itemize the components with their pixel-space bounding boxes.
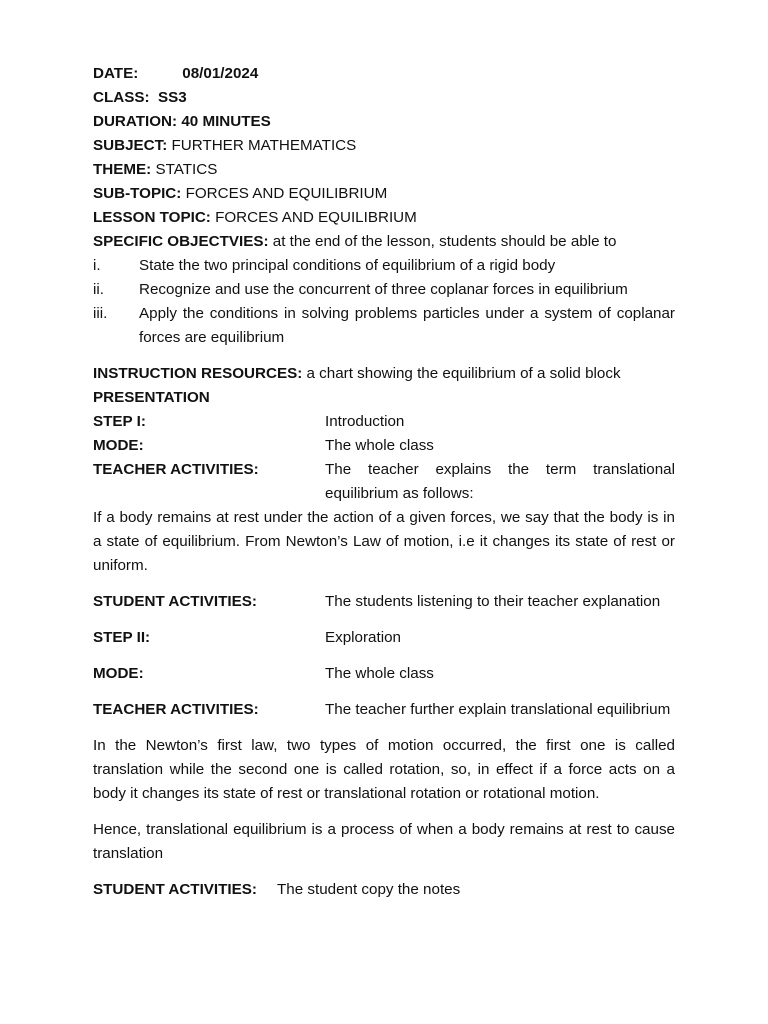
theme-label: THEME: <box>93 161 152 178</box>
step1-mode-value: The whole class <box>325 437 434 454</box>
date-value: 08/01/2024 <box>182 65 259 82</box>
step2-value: Exploration <box>325 629 401 646</box>
theme-row <box>93 158 675 182</box>
subtopic-label: SUB-TOPIC: <box>93 185 182 202</box>
step2-student-value: The student copy the notes <box>276 881 461 898</box>
step2-teacher-row <box>93 698 675 722</box>
step2-row <box>93 626 675 650</box>
step1-row <box>93 410 675 434</box>
lesson-topic-label: LESSON TOPIC: <box>93 209 211 226</box>
step1-student-label: STUDENT ACTIVITIES: <box>93 593 257 610</box>
list-text: State the two principal conditions of equilibrium of a rigid body <box>139 257 556 274</box>
subtopic-row <box>93 182 675 206</box>
class-label: CLASS: <box>93 89 150 106</box>
step1-teacher-value: The teacher explains the term translational equilibrium as follows: <box>325 461 675 502</box>
class-value: SS3 <box>157 89 187 106</box>
duration-value: 40 MINUTES <box>181 113 271 130</box>
list-item <box>93 254 675 278</box>
list-text: Apply the conditions in solving problems particles under a system of coplanar forces are equilibrium <box>139 305 675 346</box>
step1-student-row <box>93 590 675 614</box>
step1-mode-label: MODE: <box>93 437 144 454</box>
list-number: i. <box>93 257 101 274</box>
step1-paragraph: If a body remains at rest under the action of a given forces, we say that the body is in a state of equilibrium. From Newton’s Law of motion, i.e it changes its state of rest or uniform. <box>93 509 675 574</box>
lesson-topic-row <box>93 206 675 230</box>
lesson-topic-value: FORCES AND EQUILIBRIUM <box>215 209 417 226</box>
presentation-heading: PRESENTATION <box>93 389 210 406</box>
step2-paragraph-1: In the Newton’s first law, two types of motion occurred, the first one is called translation while the second one is called rotation, so, in effect if a force acts on a body it changes its state of rest or translational rotation or rotational motion. <box>93 737 675 802</box>
subject-value: FURTHER MATHEMATICS <box>171 137 357 154</box>
duration-row <box>93 110 675 134</box>
objectives-label: SPECIFIC OBJECTVIES: <box>93 233 269 250</box>
resources-value: a chart showing the equilibrium of a solid block <box>306 365 621 382</box>
step2-paragraph-2: Hence, translational equilibrium is a process of when a body remains at rest to cause translation <box>93 821 675 862</box>
duration-label: DURATION: <box>93 113 178 130</box>
step2-student-label: STUDENT ACTIVITIES: <box>93 881 257 898</box>
class-row <box>93 86 675 110</box>
lesson-plan-document <box>93 62 675 902</box>
step2-mode-row <box>93 662 675 686</box>
subject-row <box>93 134 675 158</box>
list-number: iii. <box>93 305 108 322</box>
step2-student-row <box>93 878 675 902</box>
subtopic-value: FORCES AND EQUILIBRIUM <box>185 185 388 202</box>
step1-mode-row <box>93 434 675 458</box>
step1-teacher-label: TEACHER ACTIVITIES: <box>93 461 259 478</box>
step1-value: Introduction <box>325 413 405 430</box>
resources-label: INSTRUCTION RESOURCES: <box>93 365 303 382</box>
objectives-list <box>93 254 675 350</box>
objectives-row <box>93 230 675 254</box>
theme-value: STATICS <box>155 161 218 178</box>
date-row <box>93 62 675 86</box>
step2-mode-value: The whole class <box>325 665 434 682</box>
step1-label: STEP I: <box>93 413 146 430</box>
date-label: DATE: <box>93 65 139 82</box>
step1-teacher-row <box>93 458 675 506</box>
step1-student-value: The students listening to their teacher explanation <box>325 593 661 610</box>
list-item <box>93 302 675 350</box>
list-item <box>93 278 675 302</box>
list-text: Recognize and use the concurrent of three coplanar forces in equilibrium <box>139 281 628 298</box>
objectives-value: at the end of the lesson, students should be able to <box>272 233 617 250</box>
step2-teacher-label: TEACHER ACTIVITIES: <box>93 701 259 718</box>
step2-label: STEP II: <box>93 629 151 646</box>
subject-label: SUBJECT: <box>93 137 168 154</box>
step2-teacher-value: The teacher further explain translational equilibrium <box>325 701 671 718</box>
resources-row <box>93 362 675 386</box>
list-number: ii. <box>93 281 104 298</box>
step2-mode-label: MODE: <box>93 665 144 682</box>
